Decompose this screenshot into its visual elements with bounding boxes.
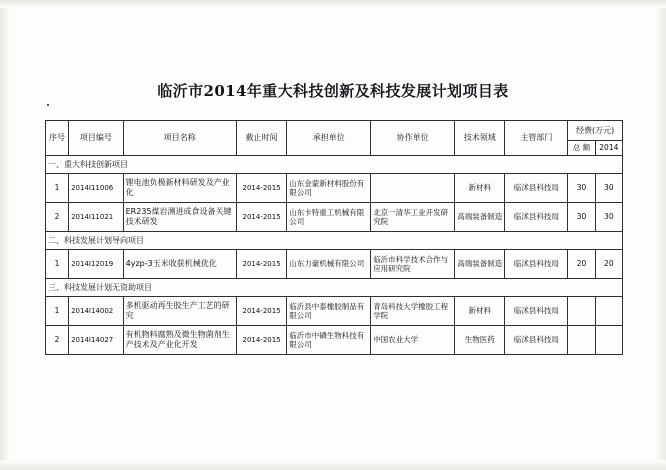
cell-code: 2014I14002 <box>69 297 124 326</box>
cell-dept: 临沭县科技局 <box>505 203 568 232</box>
cell-name: 多机驱动再生胶生产工艺的研究 <box>123 297 236 326</box>
cell-coop: 北京一清华工业开发研究院 <box>371 203 455 232</box>
cell-dept: 临沭县科技局 <box>505 326 568 355</box>
table-row <box>46 174 623 203</box>
cell-coop: 中国农业大学 <box>371 326 455 355</box>
cell-dept: 临沭县科技局 <box>505 174 568 203</box>
table-row <box>46 326 623 355</box>
cell-no: 1 <box>46 250 69 279</box>
cell-code: 2014I14027 <box>69 326 124 355</box>
col-header-money-year: 2014 <box>595 141 622 156</box>
cell-code: 2014I11006 <box>69 174 124 203</box>
scan-edge-bottom <box>0 460 666 470</box>
cell-dept: 临沭县科技局 <box>505 297 568 326</box>
cell-unit: 山东卡特重工机械有限公司 <box>287 203 371 232</box>
cell-no: 2 <box>46 203 69 232</box>
cell-code: 2014I11021 <box>69 203 124 232</box>
cell-money-year: 30 <box>595 203 622 232</box>
cell-money-year <box>595 297 622 326</box>
cell-money-year <box>595 326 622 355</box>
cell-unit: 临沂市中磷生物科技有限公司 <box>287 326 371 355</box>
cell-deadline: 2014-2015 <box>236 174 286 203</box>
cell-dept: 临沭县科技局 <box>505 250 568 279</box>
scan-edge-right <box>656 0 666 470</box>
section-row <box>46 156 623 174</box>
col-header-dept: 主管部门 <box>505 121 568 156</box>
cell-money-total <box>568 297 595 326</box>
scan-artifact-dot <box>47 104 49 106</box>
cell-name: 4yzp-3玉米收获机械优化 <box>123 250 236 279</box>
table-row <box>46 250 623 279</box>
cell-money-total: 20 <box>568 250 595 279</box>
cell-field: 高端装备制造 <box>455 203 505 232</box>
col-header-name: 项目名称 <box>123 121 236 156</box>
cell-money-total: 30 <box>568 174 595 203</box>
cell-coop: 青岛科技大学橡胶工程学院 <box>371 297 455 326</box>
cell-deadline: 2014-2015 <box>236 250 286 279</box>
col-header-money-total: 总 额 <box>568 141 595 156</box>
section-row <box>46 279 623 297</box>
table-header-row <box>46 121 623 141</box>
cell-deadline: 2014-2015 <box>236 203 286 232</box>
cell-name: 锂电池负极新材料研发及产业化 <box>123 174 236 203</box>
cell-field: 高端装备制造 <box>455 250 505 279</box>
col-header-coop: 协作单位 <box>371 121 455 156</box>
cell-unit: 山东力豪机械有限公司 <box>287 250 371 279</box>
cell-unit: 临沂县中泰橡胶制品有限公司 <box>287 297 371 326</box>
col-header-money: 经费(万元) <box>568 121 623 141</box>
project-table <box>45 120 623 355</box>
col-header-unit: 承担单位 <box>287 121 371 156</box>
col-header-field: 技术领域 <box>455 121 505 156</box>
scan-edge-left <box>0 0 10 470</box>
cell-deadline: 2014-2015 <box>236 297 286 326</box>
cell-code: 2014I12019 <box>69 250 124 279</box>
cell-no: 1 <box>46 174 69 203</box>
section-label: 二、科技发展计划导向项目 <box>46 232 623 250</box>
section-label: 三、科技发展计划无资助项目 <box>46 279 623 297</box>
scan-edge-top <box>0 0 666 8</box>
cell-coop <box>371 174 455 203</box>
section-row <box>46 232 623 250</box>
cell-no: 2 <box>46 326 69 355</box>
cell-money-year: 30 <box>595 174 622 203</box>
cell-field: 新材料 <box>455 174 505 203</box>
cell-field: 生物医药 <box>455 326 505 355</box>
cell-money-year: 20 <box>595 250 622 279</box>
cell-field: 新材料 <box>455 297 505 326</box>
cell-deadline: 2014-2015 <box>236 326 286 355</box>
cell-money-total <box>568 326 595 355</box>
table-row <box>46 203 623 232</box>
col-header-code: 项目编号 <box>69 121 124 156</box>
col-header-no: 序号 <box>46 121 69 156</box>
cell-coop: 临沂市科学技术合作与应用研究院 <box>371 250 455 279</box>
section-label: 一、重大科技创新项目 <box>46 156 623 174</box>
col-header-deadline: 截止时间 <box>236 121 286 156</box>
cell-name: ER235煤岩测进成食设备关键技术研发 <box>123 203 236 232</box>
table-row <box>46 297 623 326</box>
cell-name: 有机物料腐熟及微生物菌剂生产技术及产业化开发 <box>123 326 236 355</box>
cell-unit: 山东金蒙新材料股份有限公司 <box>287 174 371 203</box>
cell-money-total: 30 <box>568 203 595 232</box>
page-title: 临沂市2014年重大科技创新及科技发展计划项目表 <box>157 82 509 100</box>
cell-no: 1 <box>46 297 69 326</box>
